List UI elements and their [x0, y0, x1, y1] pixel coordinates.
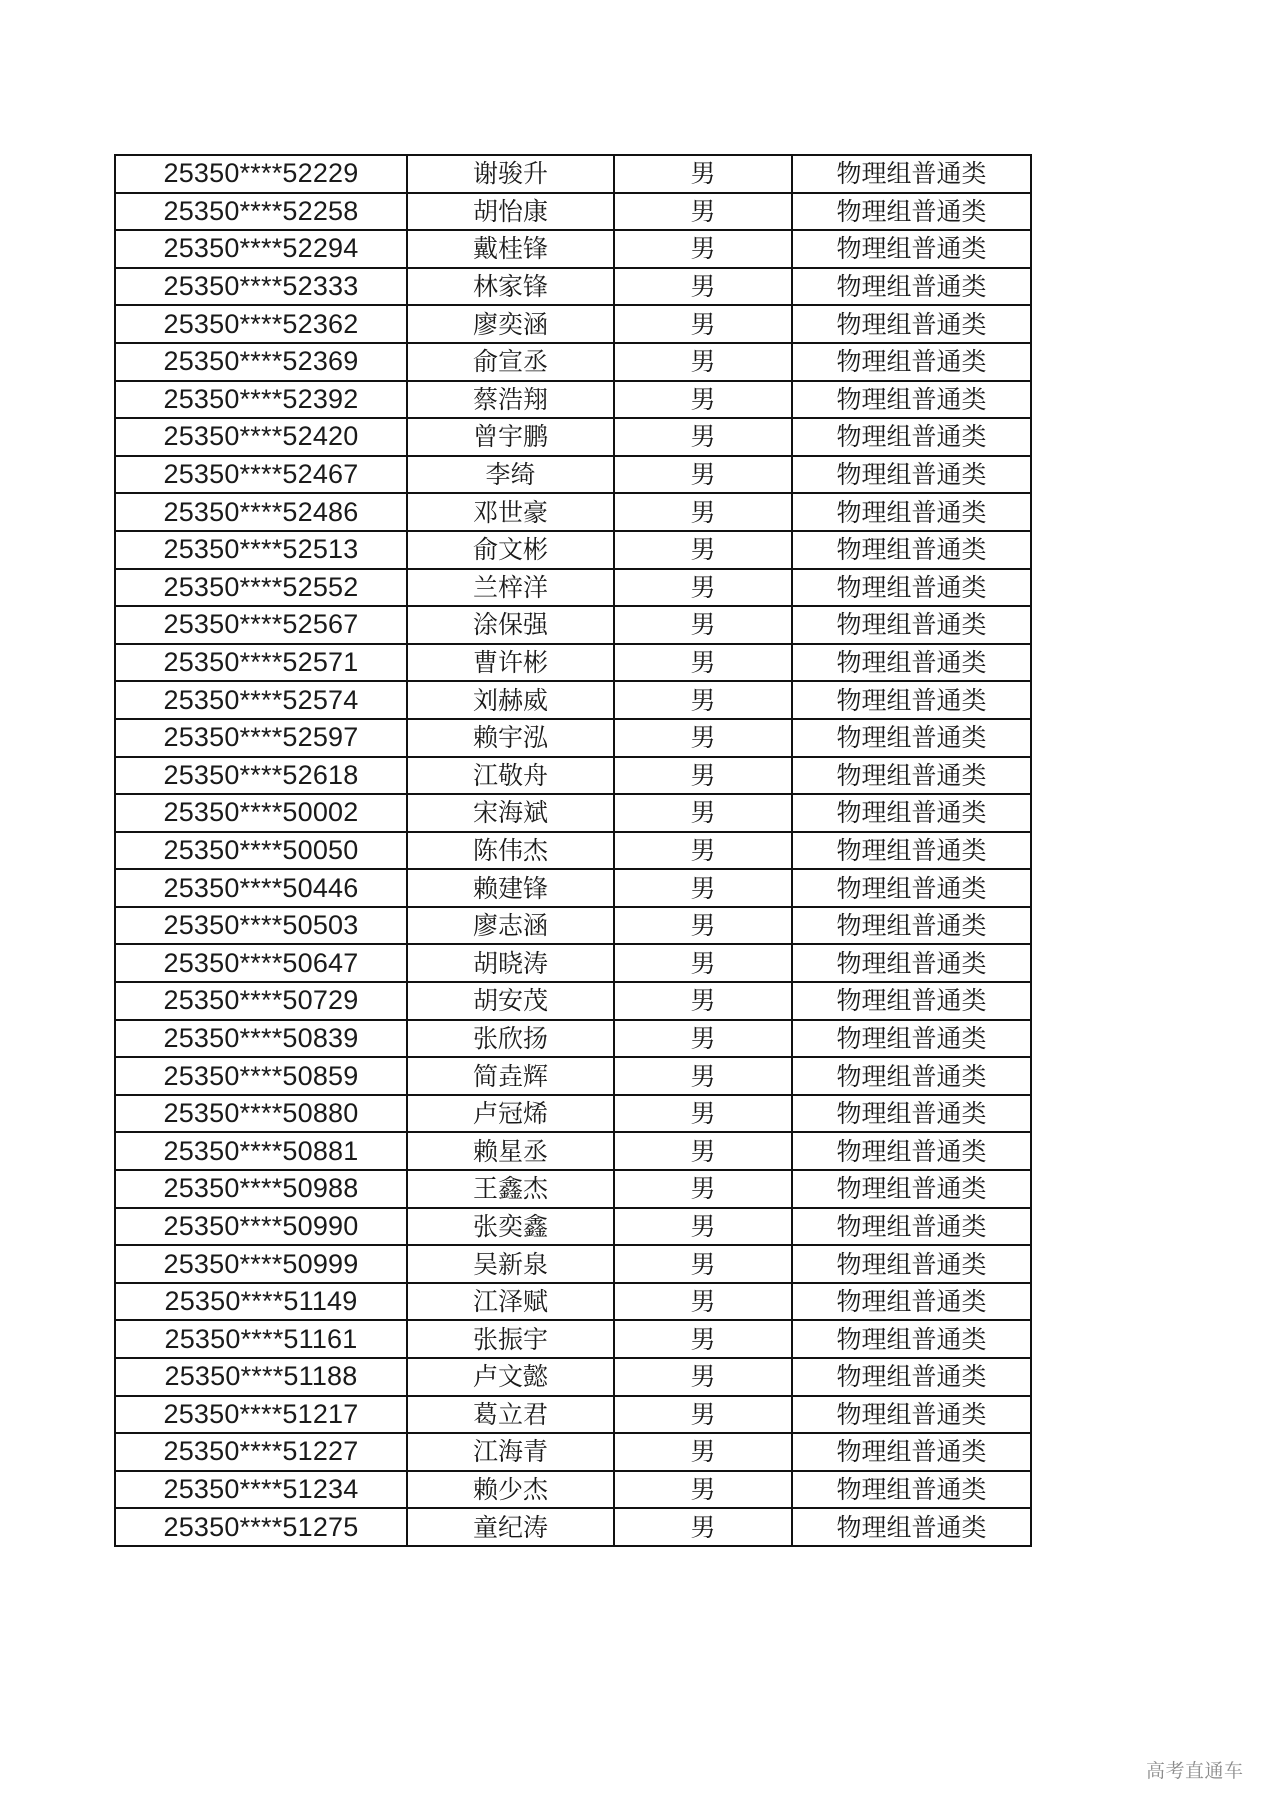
- category-cell: 物理组普通类: [792, 1396, 1031, 1434]
- table-row: [115, 493, 1031, 531]
- table-row: [115, 606, 1031, 644]
- gender-cell: 男: [614, 305, 792, 343]
- category-cell: 物理组普通类: [792, 1508, 1031, 1546]
- table-row: [115, 569, 1031, 607]
- exam-number-cell: 25350****51188: [115, 1358, 407, 1396]
- exam-number-cell: 25350****51217: [115, 1396, 407, 1434]
- student-name-cell: 蔡浩翔: [407, 381, 614, 419]
- gender-cell: 男: [614, 531, 792, 569]
- category-cell: 物理组普通类: [792, 305, 1031, 343]
- student-name-cell: 赖宇泓: [407, 719, 614, 757]
- category-cell: 物理组普通类: [792, 907, 1031, 945]
- category-cell: 物理组普通类: [792, 493, 1031, 531]
- gender-cell: 男: [614, 343, 792, 381]
- student-name-cell: 吴新泉: [407, 1245, 614, 1283]
- student-name-cell: 赖少杰: [407, 1471, 614, 1509]
- exam-number-cell: 25350****52333: [115, 268, 407, 306]
- gender-cell: 男: [614, 644, 792, 682]
- exam-number-cell: 25350****50446: [115, 869, 407, 907]
- table-row: [115, 832, 1031, 870]
- gender-cell: 男: [614, 1020, 792, 1058]
- student-name-cell: 江海青: [407, 1433, 614, 1471]
- gender-cell: 男: [614, 230, 792, 268]
- category-cell: 物理组普通类: [792, 569, 1031, 607]
- gender-cell: 男: [614, 719, 792, 757]
- student-name-cell: 童纪涛: [407, 1508, 614, 1546]
- gender-cell: 男: [614, 869, 792, 907]
- gender-cell: 男: [614, 381, 792, 419]
- category-cell: 物理组普通类: [792, 230, 1031, 268]
- student-name-cell: 廖奕涵: [407, 305, 614, 343]
- student-name-cell: 江泽赋: [407, 1283, 614, 1321]
- exam-number-cell: 25350****50988: [115, 1170, 407, 1208]
- exam-number-cell: 25350****52552: [115, 569, 407, 607]
- table-row: [115, 230, 1031, 268]
- gender-cell: 男: [614, 155, 792, 193]
- gender-cell: 男: [614, 569, 792, 607]
- table-row: [115, 1396, 1031, 1434]
- gender-cell: 男: [614, 681, 792, 719]
- exam-number-cell: 25350****50999: [115, 1245, 407, 1283]
- category-cell: 物理组普通类: [792, 644, 1031, 682]
- table-body: [115, 155, 1031, 1546]
- exam-number-cell: 25350****51149: [115, 1283, 407, 1321]
- student-name-cell: 廖志涵: [407, 907, 614, 945]
- table-row: [115, 1057, 1031, 1095]
- table-row: [115, 343, 1031, 381]
- gender-cell: 男: [614, 1245, 792, 1283]
- exam-number-cell: 25350****52229: [115, 155, 407, 193]
- gender-cell: 男: [614, 982, 792, 1020]
- category-cell: 物理组普通类: [792, 1245, 1031, 1283]
- student-name-cell: 谢骏升: [407, 155, 614, 193]
- gender-cell: 男: [614, 1508, 792, 1546]
- category-cell: 物理组普通类: [792, 719, 1031, 757]
- exam-number-cell: 25350****52294: [115, 230, 407, 268]
- student-name-cell: 兰梓洋: [407, 569, 614, 607]
- student-list-table: [114, 154, 1032, 1547]
- category-cell: 物理组普通类: [792, 832, 1031, 870]
- exam-number-cell: 25350****51275: [115, 1508, 407, 1546]
- category-cell: 物理组普通类: [792, 794, 1031, 832]
- student-name-cell: 俞宣丞: [407, 343, 614, 381]
- gender-cell: 男: [614, 757, 792, 795]
- gender-cell: 男: [614, 1358, 792, 1396]
- student-name-cell: 赖建锋: [407, 869, 614, 907]
- gender-cell: 男: [614, 1057, 792, 1095]
- student-name-cell: 胡怡康: [407, 193, 614, 231]
- category-cell: 物理组普通类: [792, 1320, 1031, 1358]
- student-name-cell: 张欣扬: [407, 1020, 614, 1058]
- category-cell: 物理组普通类: [792, 418, 1031, 456]
- exam-number-cell: 25350****51234: [115, 1471, 407, 1509]
- student-name-cell: 葛立君: [407, 1396, 614, 1434]
- table-row: [115, 305, 1031, 343]
- student-name-cell: 邓世豪: [407, 493, 614, 531]
- exam-number-cell: 25350****52574: [115, 681, 407, 719]
- exam-number-cell: 25350****50990: [115, 1208, 407, 1246]
- table-row: [115, 1283, 1031, 1321]
- watermark: 高考直通车: [1146, 1760, 1244, 1782]
- exam-number-cell: 25350****52362: [115, 305, 407, 343]
- table-row: [115, 1170, 1031, 1208]
- student-name-cell: 涂保强: [407, 606, 614, 644]
- student-name-cell: 俞文彬: [407, 531, 614, 569]
- student-name-cell: 王鑫杰: [407, 1170, 614, 1208]
- table-row: [115, 193, 1031, 231]
- category-cell: 物理组普通类: [792, 681, 1031, 719]
- student-name-cell: 张振宇: [407, 1320, 614, 1358]
- table-row: [115, 155, 1031, 193]
- category-cell: 物理组普通类: [792, 1358, 1031, 1396]
- student-name-cell: 卢文懿: [407, 1358, 614, 1396]
- table-row: [115, 1245, 1031, 1283]
- student-name-cell: 戴桂锋: [407, 230, 614, 268]
- table-row: [115, 381, 1031, 419]
- exam-number-cell: 25350****50881: [115, 1132, 407, 1170]
- gender-cell: 男: [614, 794, 792, 832]
- gender-cell: 男: [614, 1471, 792, 1509]
- category-cell: 物理组普通类: [792, 343, 1031, 381]
- category-cell: 物理组普通类: [792, 869, 1031, 907]
- category-cell: 物理组普通类: [792, 1095, 1031, 1133]
- gender-cell: 男: [614, 493, 792, 531]
- category-cell: 物理组普通类: [792, 1283, 1031, 1321]
- exam-number-cell: 25350****52571: [115, 644, 407, 682]
- category-cell: 物理组普通类: [792, 1020, 1031, 1058]
- category-cell: 物理组普通类: [792, 1471, 1031, 1509]
- gender-cell: 男: [614, 1283, 792, 1321]
- table-row: [115, 644, 1031, 682]
- student-name-cell: 曾宇鹏: [407, 418, 614, 456]
- category-cell: 物理组普通类: [792, 268, 1031, 306]
- student-name-cell: 陈伟杰: [407, 832, 614, 870]
- gender-cell: 男: [614, 1396, 792, 1434]
- table-row: [115, 757, 1031, 795]
- category-cell: 物理组普通类: [792, 1433, 1031, 1471]
- table-row: [115, 869, 1031, 907]
- exam-number-cell: 25350****50647: [115, 944, 407, 982]
- table-row: [115, 1020, 1031, 1058]
- exam-number-cell: 25350****52258: [115, 193, 407, 231]
- student-name-cell: 李绮: [407, 456, 614, 494]
- table-row: [115, 531, 1031, 569]
- exam-number-cell: 25350****52597: [115, 719, 407, 757]
- table-row: [115, 982, 1031, 1020]
- exam-number-cell: 25350****52392: [115, 381, 407, 419]
- student-name-cell: 简垚辉: [407, 1057, 614, 1095]
- table-row: [115, 1095, 1031, 1133]
- gender-cell: 男: [614, 1170, 792, 1208]
- student-name-cell: 卢冠烯: [407, 1095, 614, 1133]
- table-row: [115, 944, 1031, 982]
- category-cell: 物理组普通类: [792, 531, 1031, 569]
- student-name-cell: 赖星丞: [407, 1132, 614, 1170]
- gender-cell: 男: [614, 1132, 792, 1170]
- gender-cell: 男: [614, 1095, 792, 1133]
- exam-number-cell: 25350****52567: [115, 606, 407, 644]
- table-row: [115, 268, 1031, 306]
- gender-cell: 男: [614, 606, 792, 644]
- category-cell: 物理组普通类: [792, 982, 1031, 1020]
- category-cell: 物理组普通类: [792, 1132, 1031, 1170]
- table-row: [115, 907, 1031, 945]
- student-name-cell: 胡晓涛: [407, 944, 614, 982]
- gender-cell: 男: [614, 1433, 792, 1471]
- gender-cell: 男: [614, 907, 792, 945]
- gender-cell: 男: [614, 1320, 792, 1358]
- exam-number-cell: 25350****52369: [115, 343, 407, 381]
- category-cell: 物理组普通类: [792, 381, 1031, 419]
- table-row: [115, 1320, 1031, 1358]
- table-row: [115, 1132, 1031, 1170]
- category-cell: 物理组普通类: [792, 757, 1031, 795]
- exam-number-cell: 25350****52420: [115, 418, 407, 456]
- student-name-cell: 张奕鑫: [407, 1208, 614, 1246]
- category-cell: 物理组普通类: [792, 456, 1031, 494]
- gender-cell: 男: [614, 1208, 792, 1246]
- exam-number-cell: 25350****51227: [115, 1433, 407, 1471]
- exam-number-cell: 25350****50859: [115, 1057, 407, 1095]
- table-row: [115, 794, 1031, 832]
- gender-cell: 男: [614, 456, 792, 494]
- table-row: [115, 1433, 1031, 1471]
- category-cell: 物理组普通类: [792, 1170, 1031, 1208]
- student-name-cell: 江敬舟: [407, 757, 614, 795]
- exam-number-cell: 25350****51161: [115, 1320, 407, 1358]
- category-cell: 物理组普通类: [792, 1208, 1031, 1246]
- category-cell: 物理组普通类: [792, 1057, 1031, 1095]
- table-row: [115, 1208, 1031, 1246]
- exam-number-cell: 25350****52513: [115, 531, 407, 569]
- category-cell: 物理组普通类: [792, 606, 1031, 644]
- exam-number-cell: 25350****50002: [115, 794, 407, 832]
- table-row: [115, 681, 1031, 719]
- table-row: [115, 1508, 1031, 1546]
- exam-number-cell: 25350****50729: [115, 982, 407, 1020]
- student-name-cell: 胡安茂: [407, 982, 614, 1020]
- exam-number-cell: 25350****52486: [115, 493, 407, 531]
- student-name-cell: 曹许彬: [407, 644, 614, 682]
- category-cell: 物理组普通类: [792, 944, 1031, 982]
- gender-cell: 男: [614, 193, 792, 231]
- student-name-cell: 林家锋: [407, 268, 614, 306]
- table-row: [115, 1471, 1031, 1509]
- student-name-cell: 宋海斌: [407, 794, 614, 832]
- gender-cell: 男: [614, 944, 792, 982]
- gender-cell: 男: [614, 832, 792, 870]
- category-cell: 物理组普通类: [792, 193, 1031, 231]
- exam-number-cell: 25350****50050: [115, 832, 407, 870]
- table-row: [115, 719, 1031, 757]
- exam-number-cell: 25350****50880: [115, 1095, 407, 1133]
- exam-number-cell: 25350****50503: [115, 907, 407, 945]
- exam-number-cell: 25350****52618: [115, 757, 407, 795]
- table-row: [115, 418, 1031, 456]
- exam-number-cell: 25350****50839: [115, 1020, 407, 1058]
- student-name-cell: 刘赫威: [407, 681, 614, 719]
- table-row: [115, 1358, 1031, 1396]
- exam-number-cell: 25350****52467: [115, 456, 407, 494]
- table-row: [115, 456, 1031, 494]
- category-cell: 物理组普通类: [792, 155, 1031, 193]
- gender-cell: 男: [614, 268, 792, 306]
- gender-cell: 男: [614, 418, 792, 456]
